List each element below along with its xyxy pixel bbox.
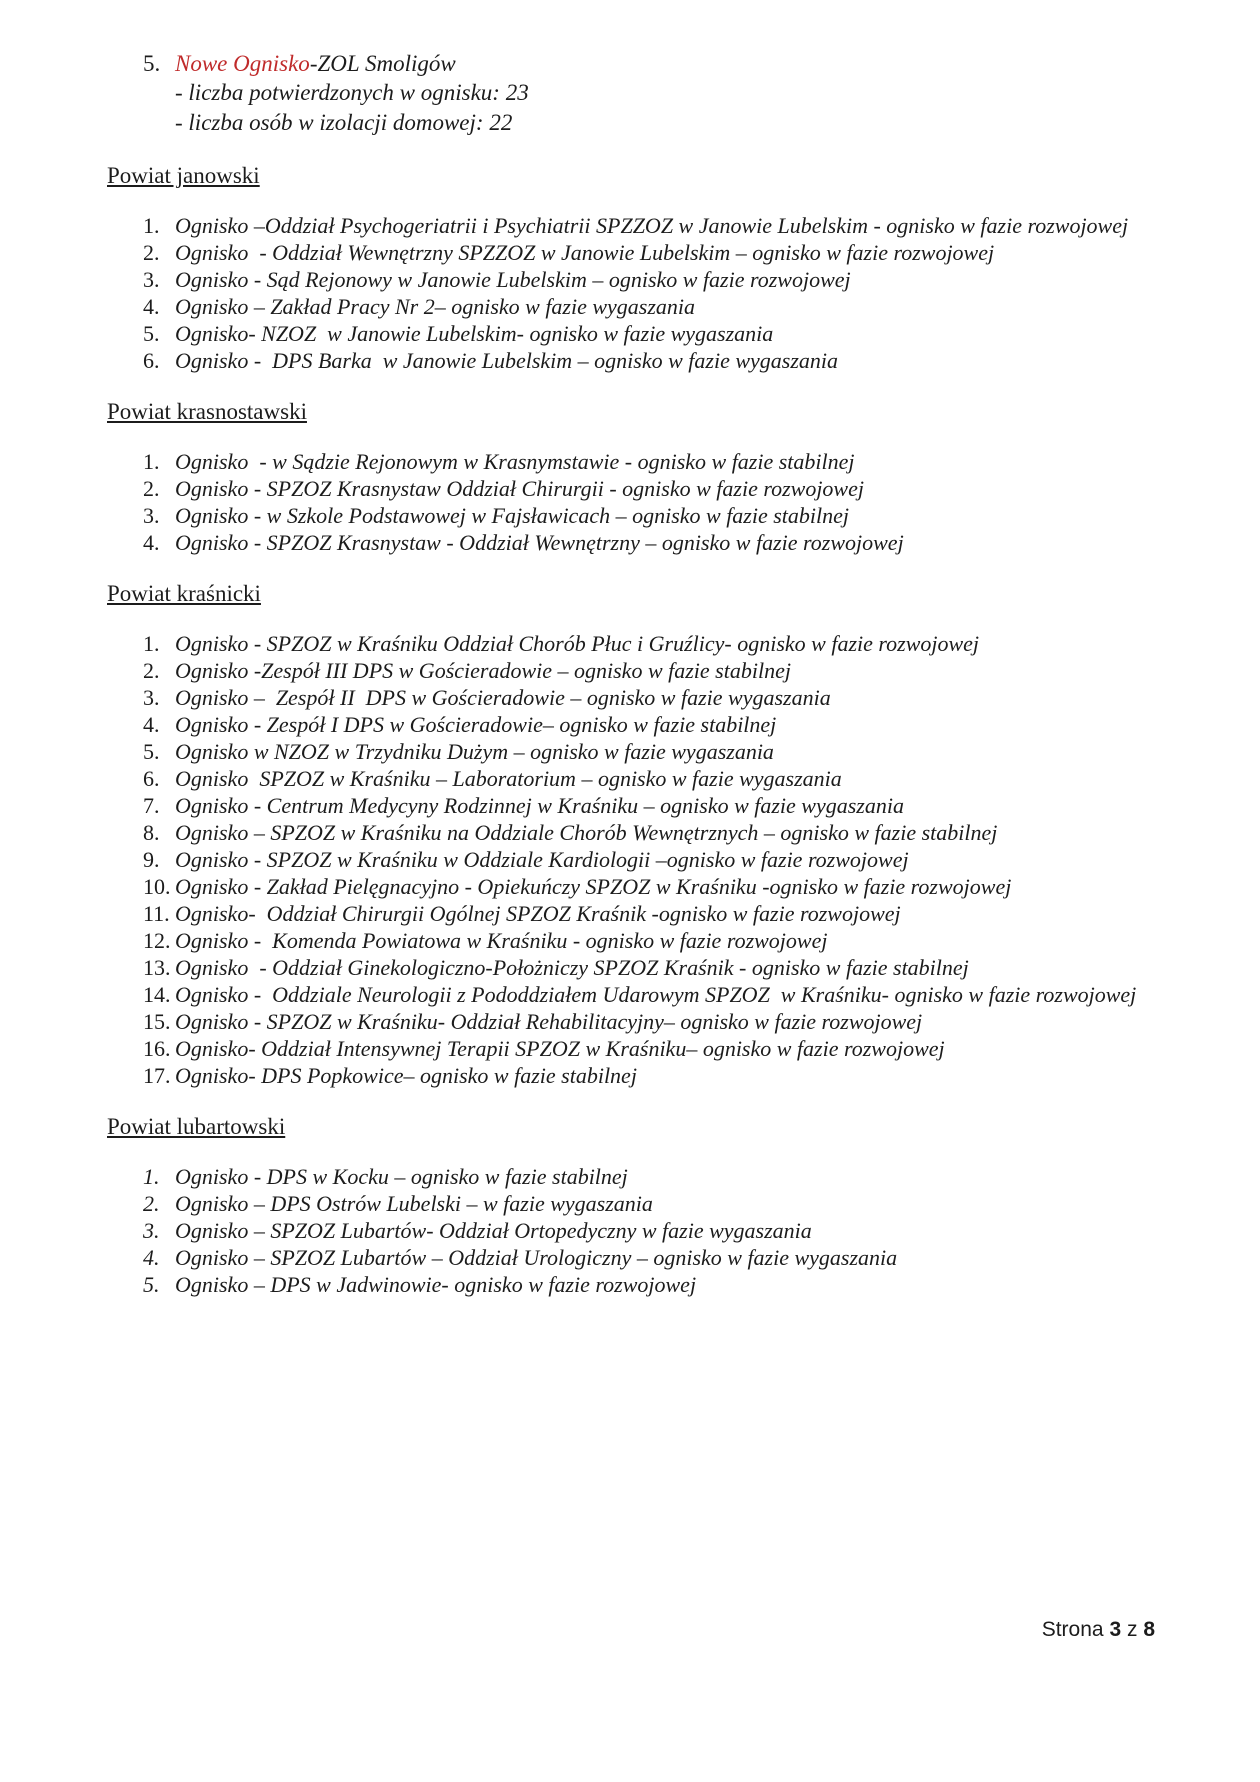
item-number: 4. xyxy=(143,712,160,737)
item-number: 10. xyxy=(143,874,171,899)
list-item xyxy=(107,765,1152,792)
section-heading: Powiat kraśnicki xyxy=(107,581,261,606)
item-number: 5. xyxy=(143,739,160,764)
item-number: 3. xyxy=(143,503,160,528)
list-item xyxy=(107,1271,1152,1298)
footer-total-pages: 8 xyxy=(1143,1618,1155,1641)
item-number: 9. xyxy=(143,847,160,872)
item-text: Ognisko - DPS w Kocku – ognisko w fazie stabilnej xyxy=(175,1164,628,1189)
new-outbreak-details xyxy=(107,78,1152,138)
list-item xyxy=(107,711,1152,738)
item-number: 6. xyxy=(143,766,160,791)
item-text: Ognisko- Oddział Intensywnej Terapii SPZOZ w Kraśniku– ognisko w fazie rozwojowej xyxy=(175,1036,945,1061)
item-text: Ognisko - SPZOZ Krasnystaw Oddział Chirurgii - ognisko w fazie rozwojowej xyxy=(175,476,864,501)
item-number: 1. xyxy=(143,449,160,474)
item-text: Ognisko - Zespół I DPS w Gościeradowie– ognisko w fazie stabilnej xyxy=(175,712,777,737)
list-item xyxy=(107,529,1152,556)
list-item xyxy=(107,320,1152,347)
item-number: 2. xyxy=(143,1191,160,1216)
list-item xyxy=(107,1190,1152,1217)
list-item xyxy=(107,684,1152,711)
item-number: 7. xyxy=(143,793,160,818)
item-text: Ognisko- NZOZ w Janowie Lubelskim- ognisko w fazie wygaszania xyxy=(175,321,774,346)
item-number: 1. xyxy=(143,213,160,238)
powiat-section xyxy=(107,398,1152,556)
item-number: 12. xyxy=(143,928,171,953)
item-number: 3. xyxy=(143,685,160,710)
list-item xyxy=(107,266,1152,293)
item-text: Ognisko- DPS Popkowice– ognisko w fazie stabilnej xyxy=(175,1063,637,1088)
page-number-footer xyxy=(1042,1618,1155,1642)
item-text: Ognisko – SPZOZ Lubartów – Oddział Urologiczny – ognisko w fazie wygaszania xyxy=(175,1245,898,1270)
item-number: 11. xyxy=(143,901,170,926)
item-number: 4. xyxy=(143,530,160,555)
item-text: Ognisko –Oddział Psychogeriatrii i Psychiatrii SPZZOZ w Janowie Lubelskim - ognisko w fazie rozwojowej xyxy=(175,213,1129,238)
item-text: Ognisko - SPZOZ Krasnystaw - Oddział Wewnętrzny – ognisko w fazie rozwojowej xyxy=(175,530,904,555)
list-item xyxy=(107,212,1152,239)
item-number: 4. xyxy=(143,294,160,319)
item-text: Ognisko - Komenda Powiatowa w Kraśniku - ognisko w fazie rozwojowej xyxy=(175,928,828,953)
item-number: 17. xyxy=(143,1063,171,1088)
list-item xyxy=(107,846,1152,873)
item-number: 2. xyxy=(143,476,160,501)
item-number: 3. xyxy=(143,1218,160,1243)
list-item xyxy=(107,475,1152,502)
item-text: Ognisko -Zespół III DPS w Gościeradowie – ognisko w fazie stabilnej xyxy=(175,658,791,683)
powiat-section xyxy=(107,580,1152,1089)
item-number: 6. xyxy=(143,348,160,373)
list-item xyxy=(107,792,1152,819)
item-number: 14. xyxy=(143,982,171,1007)
list-item xyxy=(107,900,1152,927)
outbreak-list xyxy=(107,1163,1152,1298)
list-item xyxy=(107,927,1152,954)
item-text: Ognisko - Zakład Pielęgnacyjno - Opiekuńczy SPZOZ w Kraśniku -ognisko w fazie rozwojowej xyxy=(175,874,1012,899)
sections xyxy=(107,162,1152,1298)
item-text: Ognisko - Oddział Ginekologiczno-Położniczy SPZOZ Kraśnik - ognisko w fazie stabilnej xyxy=(175,955,969,980)
item-text: Ognisko - SPZOZ w Kraśniku w Oddziale Kardiologii –ognisko w fazie rozwojowej xyxy=(175,847,909,872)
item-number: 16. xyxy=(143,1036,171,1061)
list-item xyxy=(107,448,1152,475)
list-item xyxy=(107,981,1152,1008)
item-number: 8. xyxy=(143,820,160,845)
footer-current-page: 3 xyxy=(1109,1618,1122,1641)
list-item xyxy=(107,819,1152,846)
item-text: Ognisko - SPZOZ w Kraśniku Oddział Chorób Płuc i Gruźlicy- ognisko w fazie rozwojowej xyxy=(175,631,980,656)
item-number: 1. xyxy=(143,631,160,656)
powiat-section xyxy=(107,1113,1152,1298)
list-item xyxy=(107,1244,1152,1271)
item-number: 3. xyxy=(143,267,160,292)
item-text: Ognisko – Zakład Pracy Nr 2– ognisko w fazie wygaszania xyxy=(175,294,696,319)
item-number: 5. xyxy=(143,321,160,346)
list-item xyxy=(107,293,1152,320)
item-text: Ognisko – Zespół II DPS w Gościeradowie – ognisko w fazie wygaszania xyxy=(175,685,831,710)
item-number: 2. xyxy=(143,240,160,265)
new-outbreak-highlight: Nowe Ognisko xyxy=(175,51,310,76)
item-text: Ognisko - Oddziale Neurologii z Pododdziałem Udarowym SPZOZ w Kraśniku- ognisko w fazie rozwojowej xyxy=(175,982,1137,1007)
list-item xyxy=(107,873,1152,900)
section-heading: Powiat krasnostawski xyxy=(107,399,307,424)
item-text: Ognisko – SPZOZ Lubartów- Oddział Ortopedyczny w fazie wygaszania xyxy=(175,1218,812,1243)
outbreak-list xyxy=(107,630,1152,1089)
item-text: Ognisko – DPS w Jadwinowie- ognisko w fazie rozwojowej xyxy=(175,1272,697,1297)
list-item xyxy=(107,954,1152,981)
item-text: Ognisko - SPZOZ w Kraśniku- Oddział Rehabilitacyjny– ognisko w fazie rozwojowej xyxy=(175,1009,923,1034)
list-item xyxy=(107,657,1152,684)
home-isolation-count-line: - liczba osób w izolacji domowej: 22 xyxy=(175,110,513,135)
list-item xyxy=(107,1035,1152,1062)
item-text: Ognisko – DPS Ostrów Lubelski – w fazie wygaszania xyxy=(175,1191,653,1216)
list-item xyxy=(107,1217,1152,1244)
list-item xyxy=(107,738,1152,765)
new-outbreak-title-row xyxy=(107,50,1152,78)
list-item xyxy=(107,1062,1152,1089)
item-number: 5. xyxy=(143,51,161,76)
item-text: Ognisko w NZOZ w Trzydniku Dużym – ognisko w fazie wygaszania xyxy=(175,739,774,764)
new-outbreak-title xyxy=(175,51,456,76)
item-text: Ognisko - Centrum Medycyny Rodzinnej w Kraśniku – ognisko w fazie wygaszania xyxy=(175,793,904,818)
item-text: Ognisko - DPS Barka w Janowie Lubelskim – ognisko w fazie wygaszania xyxy=(175,348,839,373)
item-text: Ognisko- Oddział Chirurgii Ogólnej SPZOZ Kraśnik -ognisko w fazie rozwojowej xyxy=(175,901,901,926)
list-item xyxy=(107,239,1152,266)
section-heading: Powiat lubartowski xyxy=(107,1114,286,1139)
item-text: Ognisko SPZOZ w Kraśniku – Laboratorium – ognisko w fazie wygaszania xyxy=(175,766,842,791)
list-item xyxy=(107,630,1152,657)
item-number: 5. xyxy=(143,1272,160,1297)
new-outbreak-block xyxy=(107,50,1152,138)
item-text: Ognisko - w Sądzie Rejonowym w Krasnymstawie - ognisko w fazie stabilnej xyxy=(175,449,855,474)
item-number: 1. xyxy=(143,1164,160,1189)
list-item xyxy=(107,502,1152,529)
item-number: 13. xyxy=(143,955,171,980)
footer-prefix: Strona xyxy=(1041,1618,1104,1641)
list-item xyxy=(107,347,1152,374)
outbreak-list xyxy=(107,212,1152,374)
item-text: Ognisko - Oddział Wewnętrzny SPZZOZ w Janowie Lubelskim – ognisko w fazie rozwojowej xyxy=(175,240,995,265)
item-text: Ognisko - Sąd Rejonowy w Janowie Lubelskim – ognisko w fazie rozwojowej xyxy=(175,267,851,292)
item-text: Ognisko - w Szkole Podstawowej w Fajsławicach – ognisko w fazie stabilnej xyxy=(175,503,850,528)
confirmed-count-line: - liczba potwierdzonych w ognisku: 23 xyxy=(175,80,529,105)
list-item xyxy=(107,1163,1152,1190)
list-item xyxy=(107,1008,1152,1035)
item-number: 2. xyxy=(143,658,160,683)
new-outbreak-title-rest: -ZOL Smoligów xyxy=(309,51,456,76)
section-heading: Powiat janowski xyxy=(107,163,260,188)
footer-separator: z xyxy=(1126,1618,1138,1641)
powiat-section xyxy=(107,162,1152,374)
outbreak-list xyxy=(107,448,1152,556)
item-number: 4. xyxy=(143,1245,160,1270)
item-number: 15. xyxy=(143,1009,171,1034)
item-text: Ognisko – SPZOZ w Kraśniku na Oddziale Chorób Wewnętrznych – ognisko w fazie stabilnej xyxy=(175,820,998,845)
